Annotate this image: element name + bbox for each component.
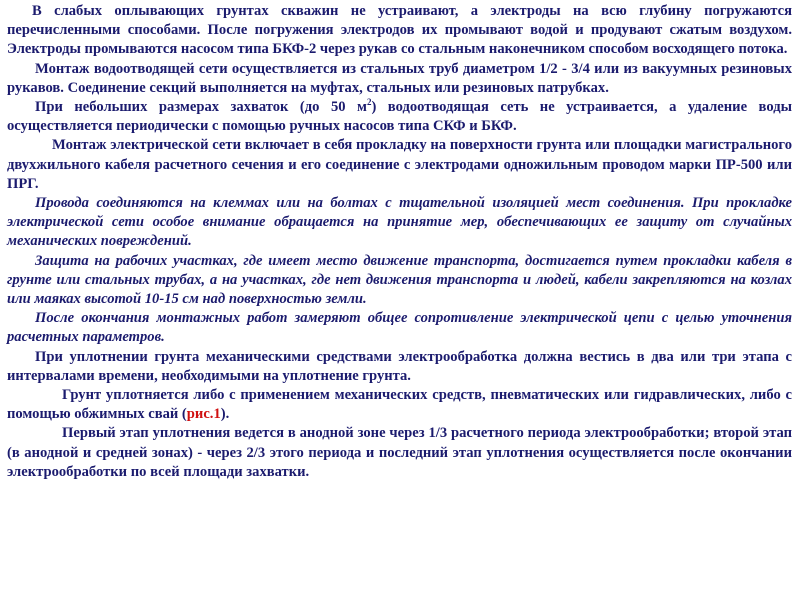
compaction-methods-text-before: Грунт уплотняется либо с применением механических средств, пневматических или гидравлических, либо с помощью обжимных свай (: [7, 387, 792, 423]
paragraph-electric-network: Монтаж электрической сети включает в себя прокладку на поверхности грунта или площадки магистрального двухжильного кабеля расчетного сечения и его соединение с электродами одножильным проводом марки ПР-500 или ПРГ.: [7, 137, 792, 192]
compaction-methods-text-after: ).: [220, 406, 230, 423]
paragraph-soil-compaction-methods: [7, 386, 792, 424]
paragraph-compaction-stages: При уплотнении грунта механическими средствами электрообработка должна вестись в два или три этапа с интервалами времени, необходимыми на уплотнение грунта.: [7, 348, 792, 384]
paragraph-drainage-network: Монтаж водоотводящей сети осуществляется из стальных труб диаметром 1/2 - 3/4 или из вакуумных резиновых рукавов. Соединение секций выполняется на муфтах, стальных или резиновых патрубках.: [7, 60, 792, 96]
figure-reference-link[interactable]: рис.1: [186, 406, 221, 423]
small-grips-text-before: При небольших размерах захваток (до 50 м: [35, 99, 367, 116]
paragraph-small-grips: [7, 98, 792, 136]
paragraph-compaction-schedule: Первый этап уплотнения ведется в анодной зоне через 1/3 расчетного периода электрообработки; второй этап (в анодной и средней зонах) - через 2/3 этого периода и последний этап уплотнения осуществляется после окончании электрообработки по всей площади захватки.: [7, 425, 792, 480]
square-meter-superscript: 2: [366, 97, 372, 108]
paragraph-wire-connections: Провода соединяются на клеммах или на болтах с тщательной изоляцией мест соединения. При прокладке электрической сети особое внимание обращается на принятие мер, обеспечивающих ее защиту от случайных механических повреждений.: [7, 195, 792, 250]
paragraph-electrode-immersion: В слабых оплывающих грунтах скважин не устраивают, а электроды на всю глубину погружаются перечисленными способами. После погружения электродов их промывают водой и продувают сжатым воздухом. Электроды промываются насосом типа БКФ-2 через рукав со стальным наконечником способом восходящего потока.: [7, 3, 792, 58]
small-grips-text-after: ) водоотводящая сеть не устраивается, а удаление воды осуществляется периодически с помощью ручных насосов типа СКФ и БКФ.: [7, 99, 792, 135]
paragraph-work-area-protection: Защита на рабочих участках, где имеет место движение транспорта, достигается путем прокладки кабеля в грунте или стальных трубах, а на участках, где нет движения транспорта и людей, кабели закрепляются на козлах или маяках высотой 10-15 см над поверхностью земли.: [7, 252, 792, 308]
paragraph-resistance-measurement: После окончания монтажных работ замеряют общее сопротивление электрической цепи с целью уточнения расчетных параметров.: [7, 310, 792, 346]
